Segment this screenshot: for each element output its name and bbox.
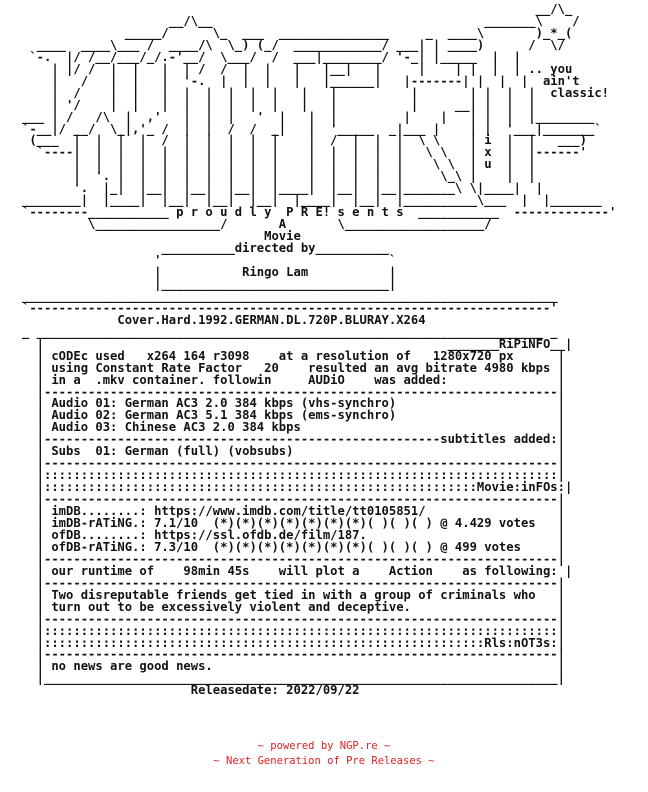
ascii-art-line: | / | | | | | | | | | | | | | | | classic! <box>22 85 609 100</box>
nfo-body-line: | ofDB-rATiNG.: 7.3/10 (*)(*)(*)(*)(*)(*)(*)( )( )( ) @ 499 votes | <box>22 539 565 554</box>
footer-tagline: ~ Next Generation of Pre Releases ~ <box>213 755 435 767</box>
ascii-art-line: `-. |/ /__/___/_/.-'__/ \___/ / ___|________/ '-_| |_____ | | <box>22 49 521 64</box>
nfo-body-line: | Audio 01: German AC3 2.0 384 kbps (vhs-synchro) | <box>22 396 565 411</box>
ascii-art-line: __________directed by__________ <box>22 241 389 256</box>
ascii-art-line: ___ | / /\ | ,' | | | ' | | | | | | | | |________ <box>22 109 595 124</box>
ascii-art-line: | / | | | '-. | | | | |______| |-------| | | | ain't <box>22 73 580 88</box>
nfo-body-line: |::::::::::::::::::::::::::::::::::::::::::::::::::::::::::::::::::::::| <box>22 623 565 638</box>
nfo-body-line: | our runtime of 98min 45s will plot a Action as following: | <box>22 563 573 578</box>
ascii-art-line: __/\__ _______\ / <box>22 13 580 28</box>
ascii-art-line: ____ ____\___ / ____/\ \_) (_/ ____________/ ___| | ____) / \/ <box>22 37 565 52</box>
nfo-body-line: Releasedate: 2022/09/22 <box>22 683 360 698</box>
nfo-body-line: |::::::::::::::::::::::::::::::::::::::::::::::::::::::::::::Rls:nOT3s:| <box>22 635 565 650</box>
ascii-art-line: \_________________/ A \___________________/ <box>22 217 492 232</box>
ascii-art-line: `----| | | | | | | | | | | | | | | \ \ | x | |------' <box>22 145 587 160</box>
nfo-body-line: | turn out to be excessively violent and deceptive. | <box>22 599 565 614</box>
ascii-art-line: | | | | | | | | | | | | | | | \ \ | u | | <box>22 157 536 172</box>
nfo-body-line: |----------------------------------------------------------------------| <box>22 551 565 566</box>
footer-powered-by: ~ powered by NGP.re ~ <box>257 740 391 752</box>
nfo-body-line: |:::::::::::::::::::::::::::::::::::::::::::::::::::::::::::Movie:inFOs:| <box>22 480 573 495</box>
ascii-art-line: _____/ \_ ___ _______________ _ ____\ )_*_( <box>22 25 573 40</box>
ascii-art-line: `-----------------------------------------------------------------------' <box>22 300 558 315</box>
nfo-body-line: |----------------------------------------------------------------------| <box>22 611 565 626</box>
nfo-body-line: | imDB........: https://www.imdb.com/title/tt0105851/ | <box>22 504 565 519</box>
nfo-body-line: |----------------------------------------------------------------------| <box>22 575 565 590</box>
nfo-body-line: | Audio 02: German AC3 5.1 384 kbps (ems-synchro) | <box>22 408 565 423</box>
ascii-art-line: `--------___________ p r o u d l y P R E! s e n t s ___________ -------------' <box>22 205 617 220</box>
ascii-art-line: _________________________________________________________________________ <box>22 288 558 303</box>
ascii-art-line: | Ringo Lam | <box>22 264 397 279</box>
nfo-body-line: | no news are good news. | <box>22 659 565 674</box>
ascii-art-line: | '/ | | | | | | | | | | | __| | | | <box>22 97 536 112</box>
nfo-body-line: |----------------------------------------------------------------------| <box>22 492 565 507</box>
nfo-body-line: | imDB-rATiNG.: 7.1/10 (*)(*)(*)(*)(*)(*)(*)( )( )( ) @ 4.429 votes | <box>22 515 565 530</box>
nfo-body-line: _ _____________________________________________________________________ _ <box>22 324 558 339</box>
nfo-body-line: | Subs 01: German (full) (vobsubs) | <box>22 444 565 459</box>
ascii-art-line: Cover.Hard.1992.GERMAN.DL.720P.BLURAY.X264 <box>22 312 426 327</box>
nfo-body-line: | Two disreputable friends get tied in with a group of criminals who | <box>22 587 565 602</box>
nfo-body-line: | Audio 03: Chinese AC3 2.0 384 kbps | <box>22 420 565 435</box>
ascii-art-line: `-__|/ __/ \_|,'_ / | | / / _| | '_____ _|___ | | | '___|_______` <box>22 121 602 136</box>
ascii-art-line: '. |_| |__| |__| |__| |____| |__| |__|_______\ \|____| | <box>22 181 543 196</box>
nfo-body-line: |----------------------------------------------------------------------| <box>22 384 565 399</box>
ascii-art-line: (___ | | | | / | | | | | | / | | | \ \ | i | | ___) <box>22 133 587 148</box>
nfo-body-line: |----------------------------------------------------------------------| <box>22 456 565 471</box>
ascii-art-line: | |/ / | | | | / / | | | |__| | | | | | | .. you <box>22 61 573 76</box>
ascii-art-line: ' ` <box>22 253 397 268</box>
ascii-art-line: | '. | | | | | | | | | | | | | \_\ | | | <box>22 169 536 184</box>
nfo-body-line: |----------------------------------------------------------------------| <box>22 647 565 662</box>
nfo-body-line: | cODEc used x264 164 r3098 at a resolution of 1280x720 px | <box>22 348 565 363</box>
nfo-body-line: | in a .mkv container. followin AUDiO was added: | <box>22 372 565 387</box>
nfo-body-line: | ofDB........: https://ssl.ofdb.de/film/187. | <box>22 527 565 542</box>
ascii-art-line: __/\_ <box>22 2 573 16</box>
ascii-art-line: Movie <box>22 229 301 244</box>
nfo-text <box>22 4 616 697</box>
nfo-body-line: | using Constant Rate Factor 20 resulted an avg bitrate 4980 kbps | <box>22 360 565 375</box>
nfo-body-line: |::::::::::::::::::::::::::::::::::::::::::::::::::::::::::::::::::::::| <box>22 468 565 483</box>
ascii-art-line: ________| |____| |__| |__| |__| |____| |__| |__________\___ | |_______ <box>22 193 602 208</box>
ascii-art-line: |_______________________________| <box>22 276 397 291</box>
nfo-body-line: |______________________________________________________________________| <box>22 671 565 686</box>
nfo-body-line: | _______RiPiNFO__| <box>22 336 573 351</box>
nfo-body-line: |------------------------------------------------------subtitles added:| <box>22 432 565 447</box>
